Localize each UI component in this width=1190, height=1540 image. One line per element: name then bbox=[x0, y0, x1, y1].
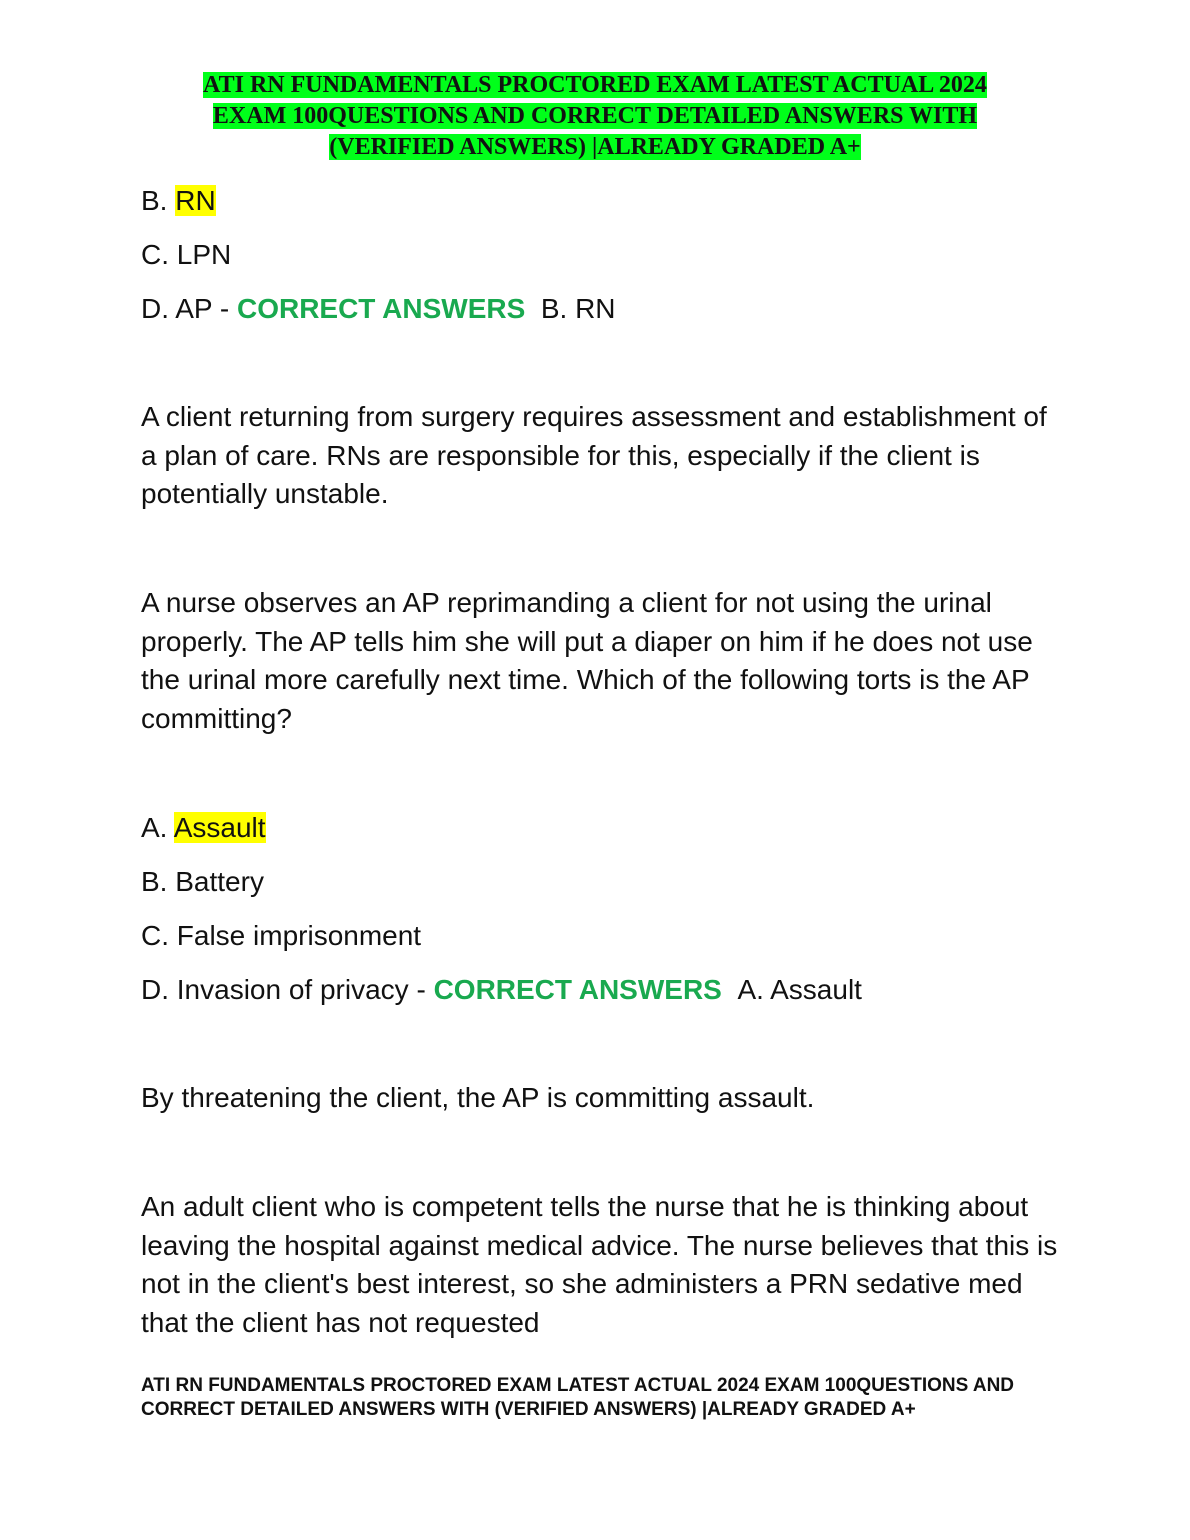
page-footer bbox=[141, 1374, 1021, 1421]
question-text: A nurse observes an AP reprimanding a client for not using the urinal properly. The AP tells him she will put a diaper on him if he does not use the urinal more carefully next time. Which of the following torts is the AP committing? bbox=[141, 587, 1033, 734]
option-text: LPN bbox=[176, 239, 232, 270]
header-line-3: (VERIFIED ANSWERS) |ALREADY GRADED A+ bbox=[329, 134, 861, 160]
option-text: Invasion of privacy - bbox=[176, 974, 434, 1005]
option-letter: B. bbox=[141, 866, 176, 897]
q1-rationale bbox=[141, 398, 1061, 514]
rationale-text: A client returning from surgery requires assessment and establishment of a plan of care. RNs are responsible for this, especially if the client is potentially unstable. bbox=[141, 401, 1047, 509]
correct-answers-label: CORRECT ANSWERS bbox=[236, 293, 526, 324]
footer-text: ATI RN FUNDAMENTALS PROCTORED EXAM LATEST ACTUAL 2024 EXAM 100QUESTIONS AND CORRECT DETAILED ANSWERS WITH (VERIFIED ANSWERS) |ALREADY GRADED A+ bbox=[141, 1375, 1015, 1420]
rationale-text: By threatening the client, the AP is committing assault. bbox=[141, 1082, 815, 1113]
q1-option-c bbox=[141, 238, 231, 272]
document-header bbox=[80, 70, 1110, 163]
header-line-2: EXAM 100QUESTIONS AND CORRECT DETAILED ANSWERS WITH bbox=[212, 103, 978, 129]
q3-question bbox=[141, 1188, 1061, 1342]
q2-option-d bbox=[141, 973, 862, 1007]
correct-answer: B. RN bbox=[540, 293, 616, 324]
option-letter: A. bbox=[141, 812, 174, 843]
correct-answers-label: CORRECT ANSWERS bbox=[433, 974, 722, 1005]
correct-answer: A. Assault bbox=[737, 974, 862, 1005]
option-text-highlighted: RN bbox=[175, 185, 216, 216]
option-letter: B. bbox=[141, 185, 176, 216]
option-text-highlighted: Assault bbox=[173, 812, 266, 843]
option-letter: C. bbox=[141, 920, 177, 951]
option-letter: C. bbox=[141, 239, 177, 270]
option-letter: D. bbox=[141, 293, 176, 324]
header-line-1: ATI RN FUNDAMENTALS PROCTORED EXAM LATEST ACTUAL 2024 bbox=[203, 72, 987, 98]
question-text: An adult client who is competent tells the nurse that he is thinking about leaving the hospital against medical advice. The nurse believes that this is not in the client's best interest, so she administers a PRN sedative med that the client has not requested bbox=[141, 1191, 1058, 1338]
q1-option-b bbox=[141, 184, 216, 218]
q2-option-b bbox=[141, 865, 264, 899]
option-text: Battery bbox=[175, 866, 264, 897]
q2-question bbox=[141, 584, 1061, 738]
q2-option-a bbox=[141, 811, 266, 845]
q1-option-d bbox=[141, 292, 616, 326]
q2-option-c bbox=[141, 919, 421, 953]
option-letter: D. bbox=[141, 974, 177, 1005]
q2-rationale bbox=[141, 1079, 1061, 1118]
option-text: False imprisonment bbox=[176, 920, 422, 951]
option-text: AP - bbox=[175, 293, 237, 324]
